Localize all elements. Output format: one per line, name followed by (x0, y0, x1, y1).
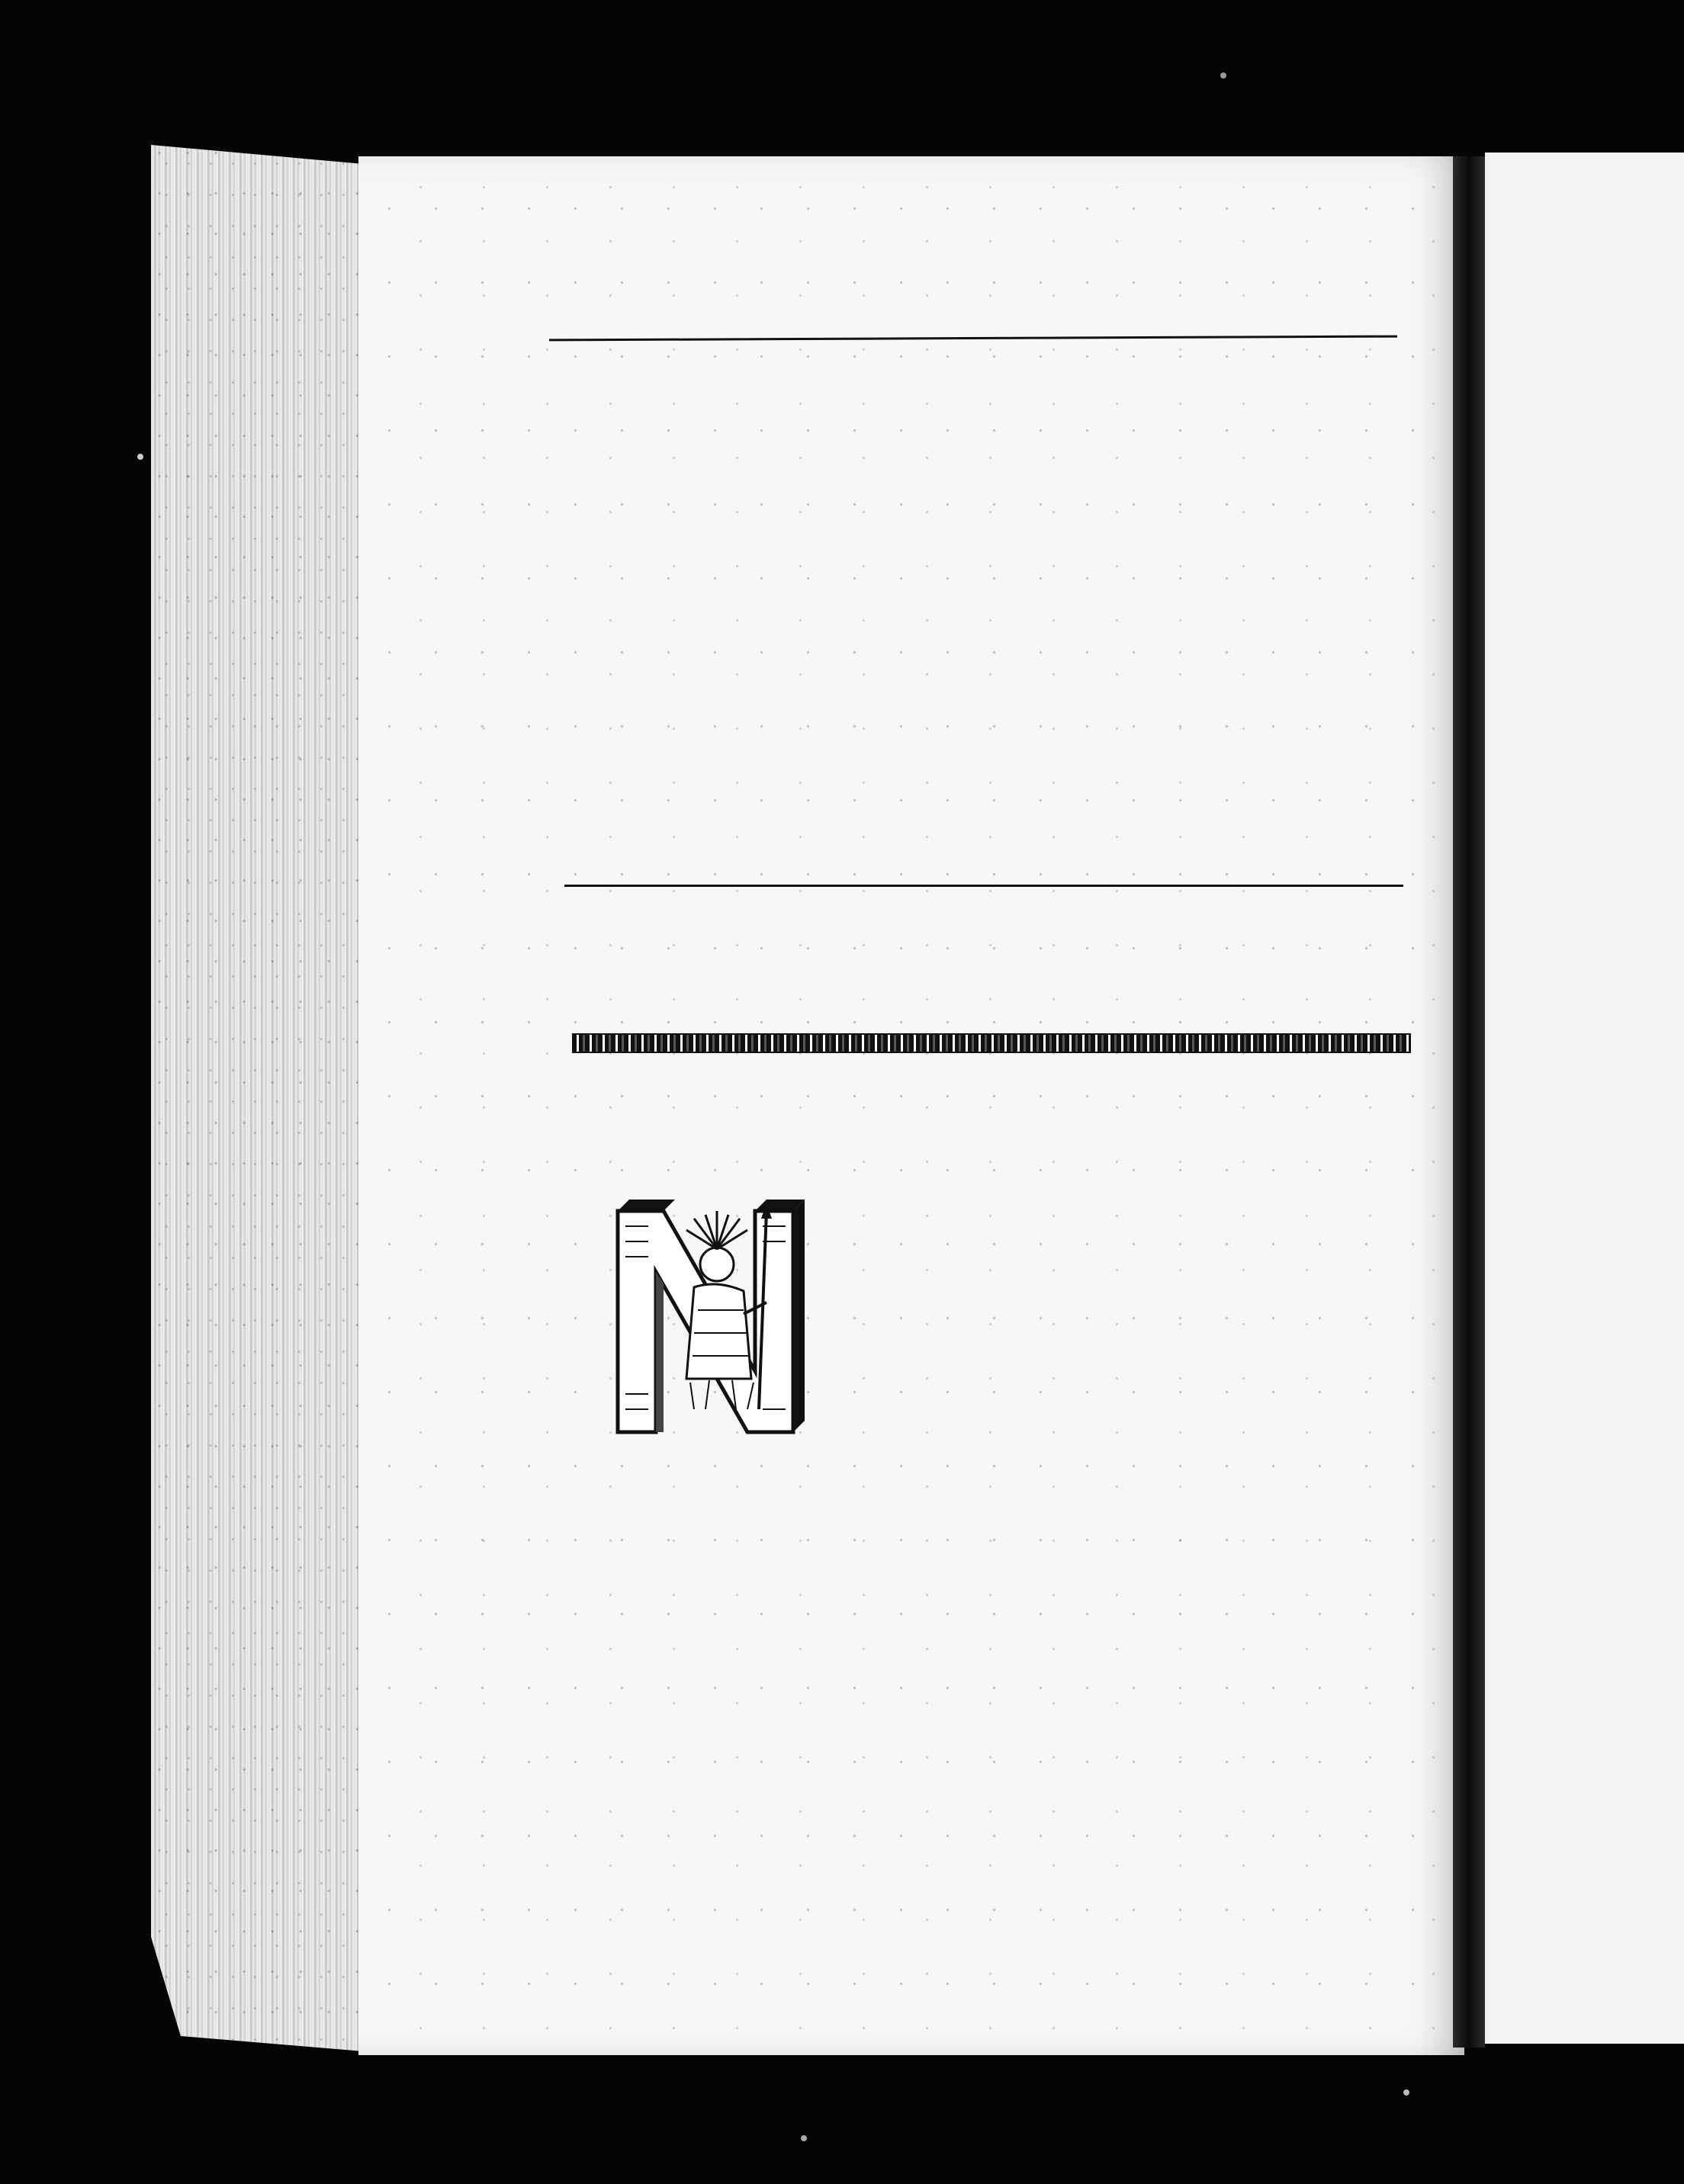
ornament-border (564, 841, 1403, 879)
facing-page (1485, 153, 1684, 2044)
scan-speck (1403, 2089, 1409, 2096)
scan-speck (801, 2135, 807, 2141)
scan-speck (1220, 72, 1226, 79)
left-page (358, 156, 1464, 2055)
book-page-edges (151, 145, 363, 2051)
illustrated-drop-cap (603, 1180, 847, 1447)
ornament-rule (564, 885, 1403, 887)
decorative-band (572, 1033, 1411, 1053)
scan-speck (137, 454, 143, 460)
book-gutter (1453, 156, 1485, 2048)
